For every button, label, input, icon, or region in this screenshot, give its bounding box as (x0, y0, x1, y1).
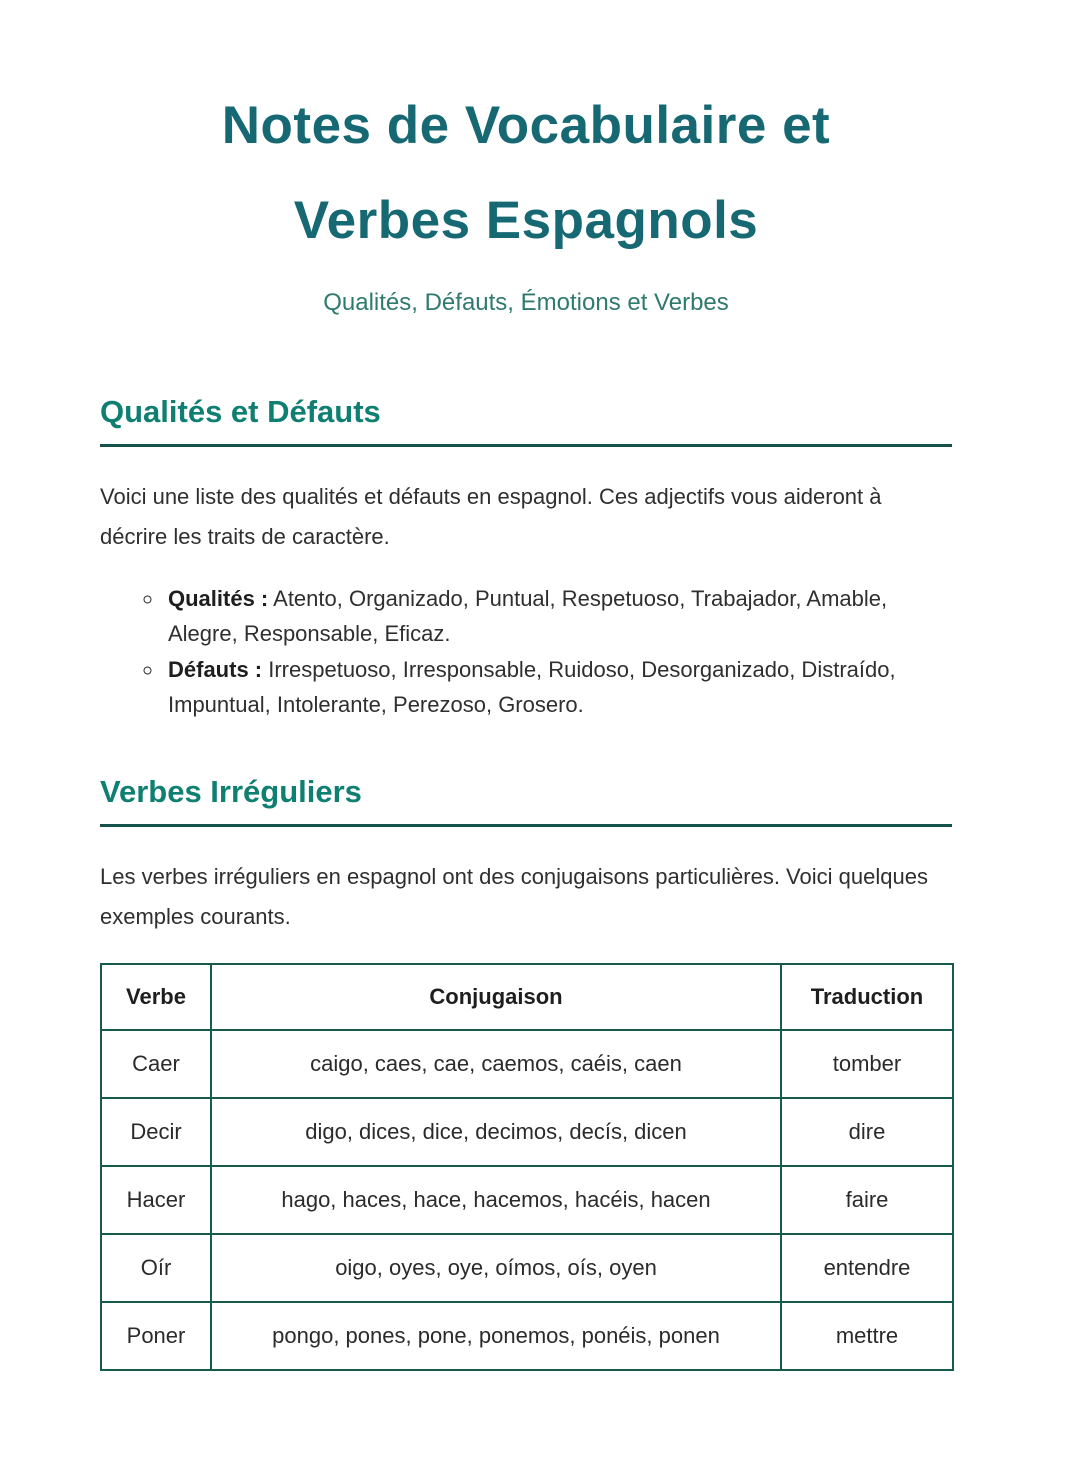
cell-traduction: faire (781, 1166, 953, 1234)
cell-traduction: dire (781, 1098, 953, 1166)
bullet-label-qualites: Qualités : (168, 586, 269, 611)
section-heading-verbes: Verbes Irréguliers (100, 774, 362, 809)
table-header-conjugaison: Conjugaison (211, 964, 781, 1030)
paragraph-verbes: Les verbes irréguliers en espagnol ont des conjugaisons particulières. Voici quelques exemples courants. (100, 864, 928, 929)
cell-verbe: Oír (101, 1234, 211, 1302)
table-header-row (101, 964, 953, 1030)
list-item-qualites (164, 581, 952, 651)
cell-conjugaison: hago, haces, hace, hacemos, hacéis, hacen (211, 1166, 781, 1234)
cell-traduction: mettre (781, 1302, 953, 1370)
table-header-traduction: Traduction (781, 964, 953, 1030)
list-item-defauts (164, 652, 952, 722)
cell-conjugaison: pongo, pones, pone, ponemos, ponéis, ponen (211, 1302, 781, 1370)
page-title-line1: Notes de Vocabulaire et (221, 96, 831, 155)
table-row (101, 1166, 953, 1234)
cell-conjugaison: caigo, caes, cae, caemos, caéis, caen (211, 1030, 781, 1098)
document-page (100, 78, 952, 1371)
table-row (101, 1302, 953, 1370)
page-subtitle: Qualités, Défauts, Émotions et Verbes (323, 289, 729, 316)
section-rule (100, 444, 952, 447)
page-title-line2: Verbes Espagnols (293, 191, 759, 250)
cell-verbe: Hacer (101, 1166, 211, 1234)
table-row (101, 1098, 953, 1166)
cell-conjugaison: digo, dices, dice, decimos, decís, dicen (211, 1098, 781, 1166)
section-heading-qualites: Qualités et Défauts (100, 394, 381, 429)
cell-verbe: Decir (101, 1098, 211, 1166)
cell-verbe: Poner (101, 1302, 211, 1370)
bullet-text-qualites: Atento, Organizado, Puntual, Respetuoso, Trabajador, Amable, Alegre, Responsable, Eficaz. (168, 586, 888, 646)
cell-conjugaison: oigo, oyes, oye, oímos, oís, oyen (211, 1234, 781, 1302)
page-title (100, 78, 952, 268)
cell-verbe: Caer (101, 1030, 211, 1098)
cell-traduction: tomber (781, 1030, 953, 1098)
traits-list (100, 581, 952, 722)
table-header-verbe: Verbe (101, 964, 211, 1030)
section-rule (100, 824, 952, 827)
cell-traduction: entendre (781, 1234, 953, 1302)
bullet-text-defauts: Irrespetuoso, Irresponsable, Ruidoso, Desorganizado, Distraído, Impuntual, Intolerante, Perezoso, Grosero. (168, 657, 896, 717)
table-row (101, 1234, 953, 1302)
verb-table (100, 963, 954, 1371)
table-row (101, 1030, 953, 1098)
paragraph-qualites: Voici une liste des qualités et défauts en espagnol. Ces adjectifs vous aideront à décrire les traits de caractère. (100, 484, 882, 549)
bullet-label-defauts: Défauts : (168, 657, 263, 682)
